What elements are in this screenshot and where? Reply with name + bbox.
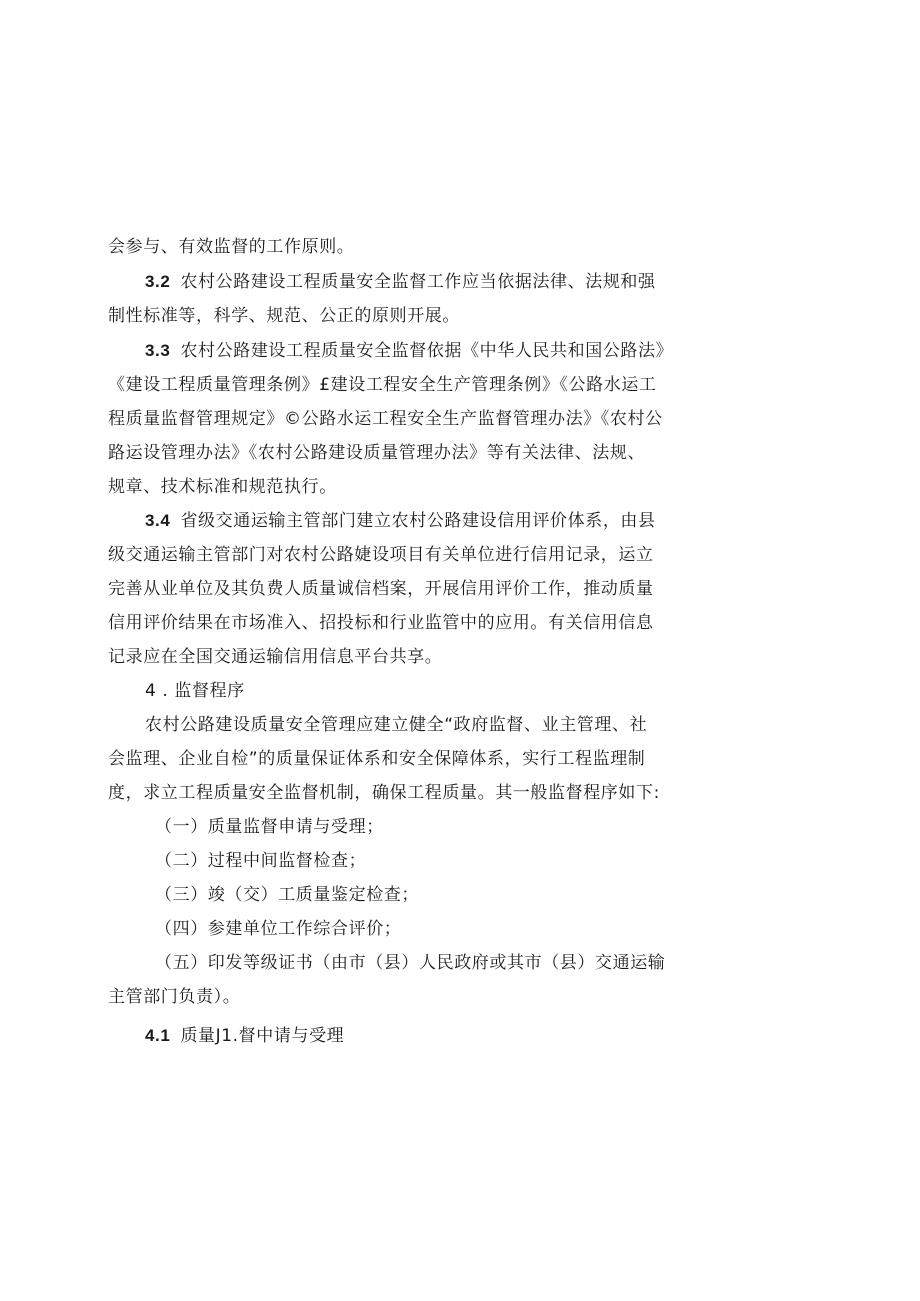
section-3-3-line-4 [108, 442, 645, 464]
text: 信用评价结果在市场准入、招投标和行业监管中的应用。有关信用信息 [108, 613, 654, 633]
list-item-5-line-1 [155, 952, 665, 974]
text: 会监理、企业自检”的质量保证体系和安全保障体系，实行工程监理制 [108, 749, 646, 769]
text: 记录应在全国交通运输信用信息平台共享。 [108, 647, 443, 667]
list-item-1 [155, 816, 384, 838]
text: 农村公路建设工程质量安全监督依据《中华人民共和国公路法》 [180, 341, 674, 361]
text: 度，求立工程质量安全监督机制，确保工程质量。其一般监督程序如下: [108, 783, 660, 803]
text: 省级交通运输主管部门建立农村公路建设信用评价体系，由县 [180, 511, 656, 531]
text: 完善从业单位及其负费人质量诚信档案，开展信用评价工作，推动质量 [108, 579, 654, 599]
section-3-3-line-5 [108, 476, 337, 498]
list-item-2 [155, 850, 366, 872]
section-3-4-line-3 [108, 578, 654, 600]
section-number: 3.3 [145, 341, 171, 360]
section-number: 4.1 [145, 1026, 171, 1045]
section-3-3-line-1 [145, 340, 673, 362]
text: 制性标准等，科学、规范、公正的原则开展。 [108, 306, 460, 326]
section-3-3-line-2 [108, 374, 657, 396]
text: 农村公路建设质量安全管理应建立健全“政府监督、业主管理、社 [145, 715, 648, 735]
text: 程质量监督管理规定》©公路水运工程安全生产监督管理办法》《农村公 [108, 409, 663, 429]
section-3-4-line-4 [108, 612, 654, 634]
text: 农村公路建设工程质量安全监督工作应当依据法律、法规和强 [180, 272, 656, 292]
section-4-heading [145, 680, 245, 702]
text: 规章、技术标准和规范执行。 [108, 477, 337, 497]
text: 《建设工程质量管理条例》£建设工程安全生产管理条例》《公路水运工 [108, 375, 657, 395]
section-3-4-line-1 [145, 510, 656, 532]
section-number: 3.4 [145, 511, 171, 530]
section-4-1-heading [145, 1025, 344, 1047]
section-3-4-line-5 [108, 646, 442, 668]
section-4-paragraph-line-1 [145, 714, 647, 736]
text: （一）质量监督申请与受理； [155, 817, 384, 837]
section-3-3-line-3 [108, 408, 663, 430]
text: （四）参建单位工作综合评价； [155, 919, 402, 939]
list-item-3 [155, 884, 419, 906]
list-item-5-line-2 [108, 986, 240, 1008]
text: （三）竣（交）工质量鉴定检查； [155, 885, 419, 905]
text: 会参与、有效监督的工作原则。 [108, 237, 355, 257]
list-item-4 [155, 918, 401, 940]
section-number: 3.2 [145, 272, 171, 291]
section-3-2-line-2 [108, 305, 460, 327]
text: （五）印发等级证书（由市（县）人民政府或其市（县）交通运输 [155, 953, 666, 973]
section-4-paragraph-line-2 [108, 748, 645, 770]
section-3-4-line-2 [108, 544, 654, 566]
text: （二）过程中间监督检查； [155, 851, 367, 871]
paragraph-line [108, 236, 354, 258]
section-4-paragraph-line-3 [108, 782, 660, 804]
heading-text: 质量J1.督中请与受理 [180, 1026, 345, 1046]
heading-text: 4 . 监督程序 [145, 681, 245, 701]
text: 主管部门负责）。 [108, 987, 241, 1007]
text: 路运设管理办法》《农村公路建设质量管理办法》等有关法律、法规、 [108, 443, 646, 463]
text: 级交通运输主管部门对农村公路婕设项目有关单位进行信用记录，运立 [108, 545, 654, 565]
section-3-2-line-1 [145, 271, 656, 293]
